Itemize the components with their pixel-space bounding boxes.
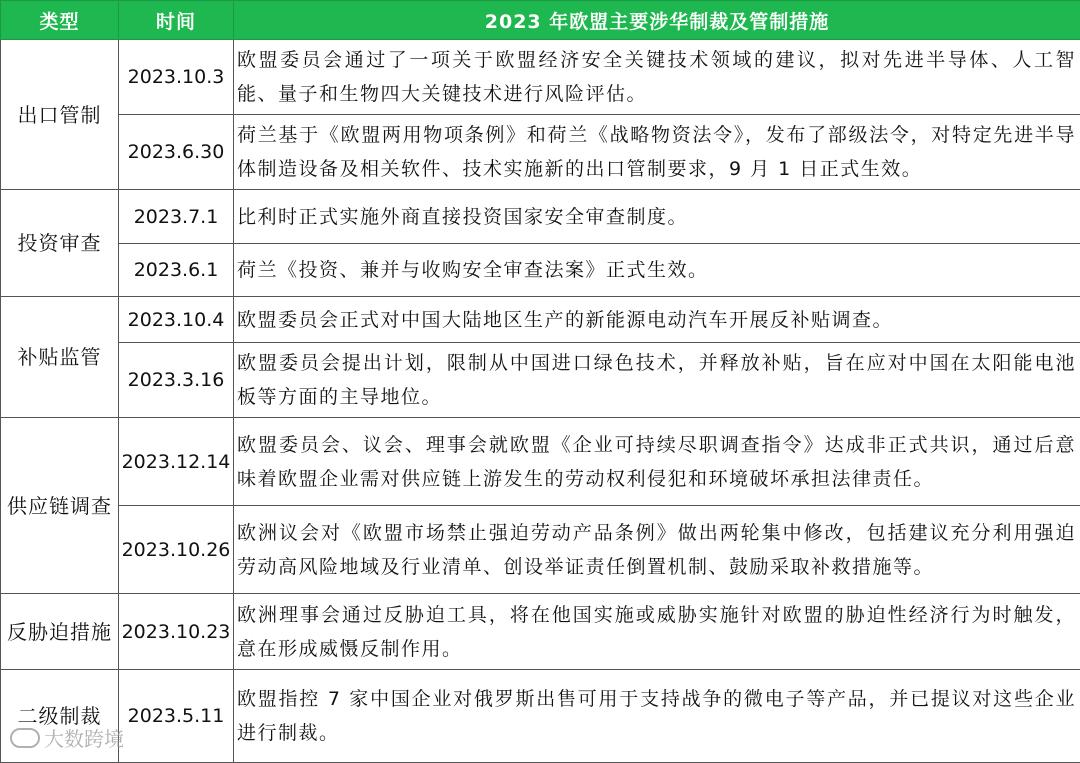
table-row <box>1 115 1080 190</box>
date-cell: 2023.10.3 <box>119 40 234 115</box>
date-cell: 2023.5.11 <box>119 670 234 763</box>
header-row <box>1 1 1080 40</box>
table-row <box>1 418 1080 506</box>
date-cell: 2023.10.26 <box>119 506 234 594</box>
description-cell: 欧盟指控 7 家中国企业对俄罗斯出售可用于支持战争的微电子等产品，并已提议对这些企业进行制裁。 <box>234 670 1080 763</box>
table-row <box>1 343 1080 418</box>
category-cell: 出口管制 <box>1 40 119 190</box>
description-cell: 荷兰《投资、兼并与收购安全审查法案》正式生效。 <box>234 244 1080 297</box>
date-cell: 2023.6.1 <box>119 244 234 297</box>
date-cell: 2023.6.30 <box>119 115 234 190</box>
header-time: 时间 <box>119 1 234 40</box>
description-cell: 比利时正式实施外商直接投资国家安全审查制度。 <box>234 190 1080 244</box>
watermark <box>10 723 124 752</box>
date-cell: 2023.3.16 <box>119 343 234 418</box>
category-cell: 供应链调查 <box>1 418 119 594</box>
date-cell: 2023.7.1 <box>119 190 234 244</box>
category-cell: 投资审查 <box>1 190 119 297</box>
watermark-logo-icon <box>10 728 40 748</box>
header-type: 类型 <box>1 1 119 40</box>
date-cell: 2023.10.23 <box>119 594 234 670</box>
table-row <box>1 670 1080 763</box>
table-row <box>1 40 1080 115</box>
table-row <box>1 244 1080 297</box>
category-cell: 补贴监管 <box>1 297 119 418</box>
description-cell: 荷兰基于《欧盟两用物项条例》和荷兰《战略物资法令》，发布了部级法令，对特定先进半导体制造设备及相关软件、技术实施新的出口管制要求，9 月 1 日正式生效。 <box>234 115 1080 190</box>
description-cell: 欧洲议会对《欧盟市场禁止强迫劳动产品条例》做出两轮集中修改，包括建议充分利用强迫劳动高风险地域及行业清单、创设举证责任倒置机制、鼓励采取补救措施等。 <box>234 506 1080 594</box>
description-cell: 欧盟委员会通过了一项关于欧盟经济安全关键技术领域的建议，拟对先进半导体、人工智能、量子和生物四大关键技术进行风险评估。 <box>234 40 1080 115</box>
date-cell: 2023.10.4 <box>119 297 234 343</box>
table-row <box>1 506 1080 594</box>
description-cell: 欧盟委员会、议会、理事会就欧盟《企业可持续尽职调查指令》达成非正式共识，通过后意味着欧盟企业需对供应链上游发生的劳动权利侵犯和环境破坏承担法律责任。 <box>234 418 1080 506</box>
category-cell: 反胁迫措施 <box>1 594 119 670</box>
description-cell: 欧洲理事会通过反胁迫工具，将在他国实施或威胁实施针对欧盟的胁迫性经济行为时触发，意在形成威慑反制作用。 <box>234 594 1080 670</box>
watermark-text: 大数跨境 <box>44 723 124 752</box>
description-cell: 欧盟委员会提出计划，限制从中国进口绿色技术，并释放补贴，旨在应对中国在太阳能电池板等方面的主导地位。 <box>234 343 1080 418</box>
table-row <box>1 190 1080 244</box>
table-row <box>1 297 1080 343</box>
table-row <box>1 594 1080 670</box>
category-cell: 二级制裁 <box>1 670 119 763</box>
description-cell: 欧盟委员会正式对中国大陆地区生产的新能源电动汽车开展反补贴调查。 <box>234 297 1080 343</box>
date-cell: 2023.12.14 <box>119 418 234 506</box>
table-title: 2023 年欧盟主要涉华制裁及管制措施 <box>234 1 1080 40</box>
